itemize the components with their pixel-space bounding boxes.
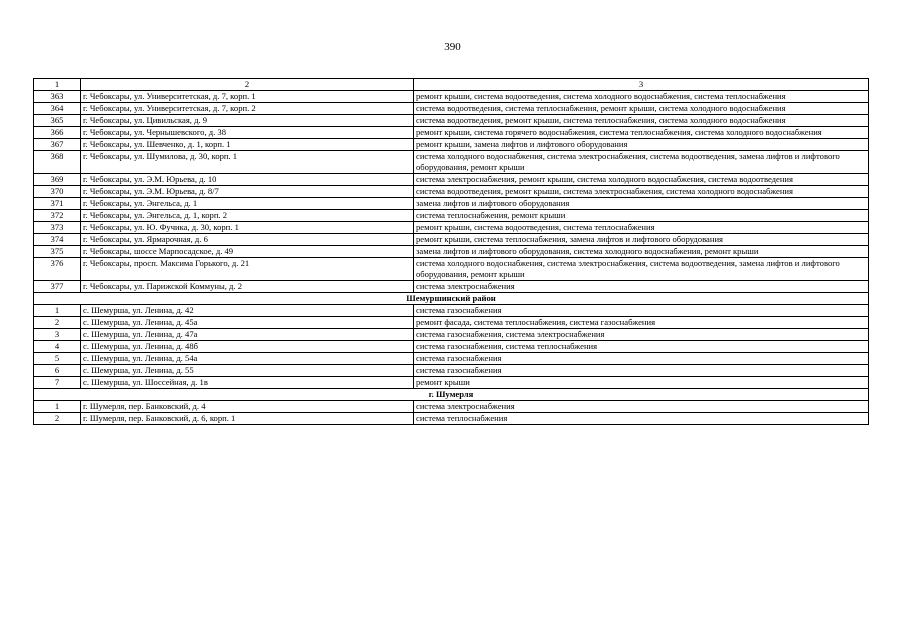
header-col-2: 2 — [81, 79, 414, 91]
row-number: 370 — [34, 186, 81, 198]
row-number: 3 — [34, 329, 81, 341]
row-number: 369 — [34, 174, 81, 186]
row-number: 6 — [34, 365, 81, 377]
row-works: система электроснабжения — [414, 281, 869, 293]
row-number: 367 — [34, 139, 81, 151]
header-col-3: 3 — [414, 79, 869, 91]
row-address: с. Шемурша, ул. Ленина, д. 54а — [81, 353, 414, 365]
row-address: г. Чебоксары, ул. Э.М. Юрьева, д. 8/7 — [81, 186, 414, 198]
row-number: 2 — [34, 413, 81, 425]
row-number: 376 — [34, 258, 81, 281]
section-title-shemurshinsky: Шемуршинский район — [34, 293, 869, 305]
row-number: 366 — [34, 127, 81, 139]
row-number: 373 — [34, 222, 81, 234]
row-address: г. Чебоксары, ул. Университетская, д. 7, корп. 1 — [81, 91, 414, 103]
row-number: 372 — [34, 210, 81, 222]
row-address: г. Чебоксары, ул. Энгельса, д. 1, корп. 2 — [81, 210, 414, 222]
table-row — [34, 329, 869, 341]
table-row — [34, 115, 869, 127]
row-address: г. Чебоксары, ул. Ярмарочная, д. 6 — [81, 234, 414, 246]
row-number: 5 — [34, 353, 81, 365]
row-number: 1 — [34, 401, 81, 413]
row-address: г. Чебоксары, ул. Шевченко, д. 1, корп. 1 — [81, 139, 414, 151]
row-address: г. Чебоксары, ул. Шумилова, д. 30, корп. 1 — [81, 151, 414, 174]
table-row — [34, 151, 869, 174]
row-address: г. Чебоксары, ул. Э.М. Юрьева, д. 10 — [81, 174, 414, 186]
works-table — [33, 78, 869, 425]
row-address: г. Чебоксары, ул. Энгельса, д. 1 — [81, 198, 414, 210]
row-works: система газоснабжения — [414, 305, 869, 317]
row-address: г. Чебоксары, ул. Ю. Фучика, д. 30, корп. 1 — [81, 222, 414, 234]
table-row — [34, 91, 869, 103]
row-works: система холодного водоснабжения, система электроснабжения, система водоотведения, замена лифтов и лифтового оборудования, ремонт крыши — [414, 258, 869, 281]
row-address: г. Чебоксары, ул. Цивильская, д. 9 — [81, 115, 414, 127]
table-row — [34, 341, 869, 353]
table-row — [34, 317, 869, 329]
row-number: 4 — [34, 341, 81, 353]
row-address: г. Чебоксары, просп. Максима Горького, д. 21 — [81, 258, 414, 281]
row-address: с. Шемурша, ул. Ленина, д. 42 — [81, 305, 414, 317]
table-row — [34, 139, 869, 151]
table-row — [34, 365, 869, 377]
table-row — [34, 401, 869, 413]
table-row — [34, 198, 869, 210]
row-works: замена лифтов и лифтового оборудования — [414, 198, 869, 210]
row-address: г. Чебоксары, ул. Университетская, д. 7, корп. 2 — [81, 103, 414, 115]
table-row — [34, 246, 869, 258]
row-address: г. Чебоксары, ул. Чернышевского, д. 38 — [81, 127, 414, 139]
row-address: г. Шумерля, пер. Банковский, д. 6, корп. 1 — [81, 413, 414, 425]
row-works: ремонт крыши, система горячего водоснабжения, система теплоснабжения, система холодного водоснабжения — [414, 127, 869, 139]
row-number: 364 — [34, 103, 81, 115]
row-number: 365 — [34, 115, 81, 127]
table-row — [34, 258, 869, 281]
row-works: система водоотведения, ремонт крыши, система электроснабжения, система холодного водоснабжения — [414, 186, 869, 198]
table-row — [34, 210, 869, 222]
row-works: ремонт крыши, система водоотведения, система теплоснабжения — [414, 222, 869, 234]
table-row — [34, 353, 869, 365]
row-number: 2 — [34, 317, 81, 329]
page-number: 390 — [444, 41, 461, 53]
row-works: замена лифтов и лифтового оборудования, система холодного водоснабжения, ремонт крыши — [414, 246, 869, 258]
row-address: с. Шемурша, ул. Ленина, д. 47а — [81, 329, 414, 341]
row-number: 363 — [34, 91, 81, 103]
section-row — [34, 389, 869, 401]
table-row — [34, 377, 869, 389]
table-row — [34, 186, 869, 198]
table-row — [34, 305, 869, 317]
row-number: 374 — [34, 234, 81, 246]
row-address: г. Чебоксары, шоссе Марпосадское, д. 49 — [81, 246, 414, 258]
row-works: система холодного водоснабжения, система электроснабжения, система водоотведения, замена лифтов и лифтового оборудования, ремонт крыши — [414, 151, 869, 174]
row-works: система газоснабжения — [414, 365, 869, 377]
header-col-1: 1 — [34, 79, 81, 91]
table-row — [34, 222, 869, 234]
row-number: 368 — [34, 151, 81, 174]
row-works: система теплоснабжения — [414, 413, 869, 425]
section-row — [34, 293, 869, 305]
table-row — [34, 234, 869, 246]
row-number: 377 — [34, 281, 81, 293]
table-row — [34, 103, 869, 115]
row-works: система газоснабжения, система электроснабжения — [414, 329, 869, 341]
row-works: система водоотведения, система теплоснабжения, ремонт крыши, система холодного водоснабжения — [414, 103, 869, 115]
row-address: с. Шемурша, ул. Ленина, д. 48б — [81, 341, 414, 353]
row-address: г. Шумерля, пер. Банковский, д. 4 — [81, 401, 414, 413]
row-address: г. Чебоксары, ул. Парижской Коммуны, д. 2 — [81, 281, 414, 293]
row-address: с. Шемурша, ул. Ленина, д. 45а — [81, 317, 414, 329]
row-number: 7 — [34, 377, 81, 389]
row-address: с. Шемурша, ул. Шоссейная, д. 1в — [81, 377, 414, 389]
row-works: ремонт крыши, система теплоснабжения, замена лифтов и лифтового оборудования — [414, 234, 869, 246]
row-number: 371 — [34, 198, 81, 210]
row-number: 375 — [34, 246, 81, 258]
row-works: система водоотведения, ремонт крыши, система теплоснабжения, система холодного водоснабжения — [414, 115, 869, 127]
row-works: система теплоснабжения, ремонт крыши — [414, 210, 869, 222]
section-title-shumerlya: г. Шумерля — [34, 389, 869, 401]
row-number: 1 — [34, 305, 81, 317]
row-works: система электроснабжения, ремонт крыши, система холодного водоснабжения, система водоотведения — [414, 174, 869, 186]
row-works: система газоснабжения — [414, 353, 869, 365]
table-row — [34, 281, 869, 293]
row-address: с. Шемурша, ул. Ленина, д. 55 — [81, 365, 414, 377]
row-works: ремонт крыши — [414, 377, 869, 389]
table-header-row — [34, 79, 869, 91]
row-works: система газоснабжения, система теплоснабжения — [414, 341, 869, 353]
row-works: система электроснабжения — [414, 401, 869, 413]
table-row — [34, 174, 869, 186]
row-works: ремонт фасада, система теплоснабжения, система газоснабжения — [414, 317, 869, 329]
table-row — [34, 127, 869, 139]
row-works: ремонт крыши, замена лифтов и лифтового оборудования — [414, 139, 869, 151]
table-row — [34, 413, 869, 425]
row-works: ремонт крыши, система водоотведения, система холодного водоснабжения, система теплоснабжения — [414, 91, 869, 103]
